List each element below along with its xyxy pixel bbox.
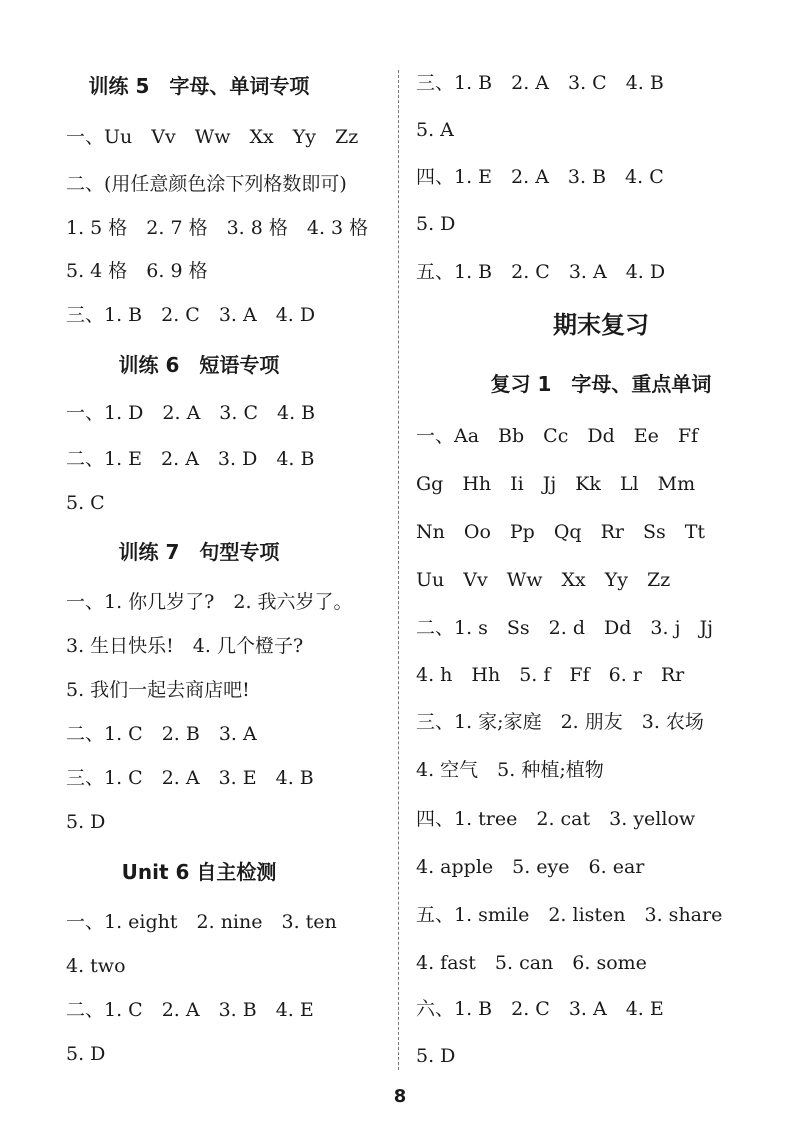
- answer-line: 5. A: [416, 119, 454, 141]
- answer-line: 4. 空气 5. 种植;植物: [416, 759, 604, 781]
- section-title-unit-6-test: Unit 6 自主检测: [121, 860, 277, 884]
- answer-line: 六、1. B 2. C 3. A 4. E: [416, 998, 664, 1020]
- answer-line: 5. D: [66, 1043, 106, 1065]
- answer-line: 一、Uu Vv Ww Xx Yy Zz: [66, 126, 359, 148]
- answer-line: Nn Oo Pp Qq Rr Ss Tt: [416, 521, 706, 543]
- answer-line: 1. 5 格 2. 7 格 3. 8 格 4. 3 格: [66, 217, 369, 239]
- answer-line: 4. h Hh 5. f Ff 6. r Rr: [416, 664, 685, 686]
- answer-line: 一、1. eight 2. nine 3. ten: [66, 911, 337, 933]
- column-divider: [398, 70, 399, 1070]
- answer-line: 二、1. C 2. B 3. A: [66, 723, 257, 745]
- final-review-heading: 期末复习: [553, 311, 649, 339]
- answer-line: 5. 4 格 6. 9 格: [66, 260, 208, 282]
- answer-line: 4. two: [66, 955, 126, 977]
- answer-line: 5. C: [66, 492, 105, 514]
- page-number: 8: [393, 1086, 407, 1107]
- answer-line: Gg Hh Ii Jj Kk Ll Mm: [416, 473, 696, 495]
- answer-line: 5. 我们一起去商店吧!: [66, 679, 250, 701]
- answer-line: 一、1. D 2. A 3. C 4. B: [66, 402, 316, 424]
- answer-line: 一、1. 你几岁了? 2. 我六岁了。: [66, 591, 353, 613]
- answer-line: 五、1. smile 2. listen 3. share: [416, 904, 723, 926]
- section-title-training-7: 训练 7 句型专项: [118, 540, 280, 564]
- answer-line: 五、1. B 2. C 3. A 4. D: [416, 261, 666, 283]
- answer-line: 三、1. B 2. A 3. C 4. B: [416, 72, 664, 94]
- answer-line: 一、Aa Bb Cc Dd Ee Ff: [416, 425, 699, 447]
- answer-line: 二、(用任意颜色涂下列格数即可): [66, 173, 347, 195]
- answer-line: 二、1. C 2. A 3. B 4. E: [66, 999, 314, 1021]
- answer-line: 三、1. 家;家庭 2. 朋友 3. 农场: [416, 711, 704, 733]
- answer-line: 5. D: [416, 213, 456, 235]
- section-title-training-5: 训练 5 字母、单词专项: [88, 74, 310, 98]
- answer-line: 4. fast 5. can 6. some: [416, 952, 647, 974]
- answer-line: 3. 生日快乐! 4. 几个橙子?: [66, 635, 304, 657]
- answer-line: Uu Vv Ww Xx Yy Zz: [416, 569, 671, 591]
- section-title-training-6: 训练 6 短语专项: [118, 353, 280, 377]
- answer-line: 4. apple 5. eye 6. ear: [416, 856, 645, 878]
- answer-line: 二、1. s Ss 2. d Dd 3. j Jj: [416, 617, 713, 639]
- answer-line: 四、1. E 2. A 3. B 4. C: [416, 166, 664, 188]
- answer-line: 5. D: [416, 1045, 456, 1067]
- answer-line: 三、1. B 2. C 3. A 4. D: [66, 304, 316, 326]
- answer-line: 5. D: [66, 811, 106, 833]
- section-title-review-1: 复习 1 字母、重点单词: [490, 372, 712, 396]
- answer-line: 三、1. C 2. A 3. E 4. B: [66, 767, 314, 789]
- answer-line: 二、1. E 2. A 3. D 4. B: [66, 448, 315, 470]
- answer-line: 四、1. tree 2. cat 3. yellow: [416, 808, 696, 830]
